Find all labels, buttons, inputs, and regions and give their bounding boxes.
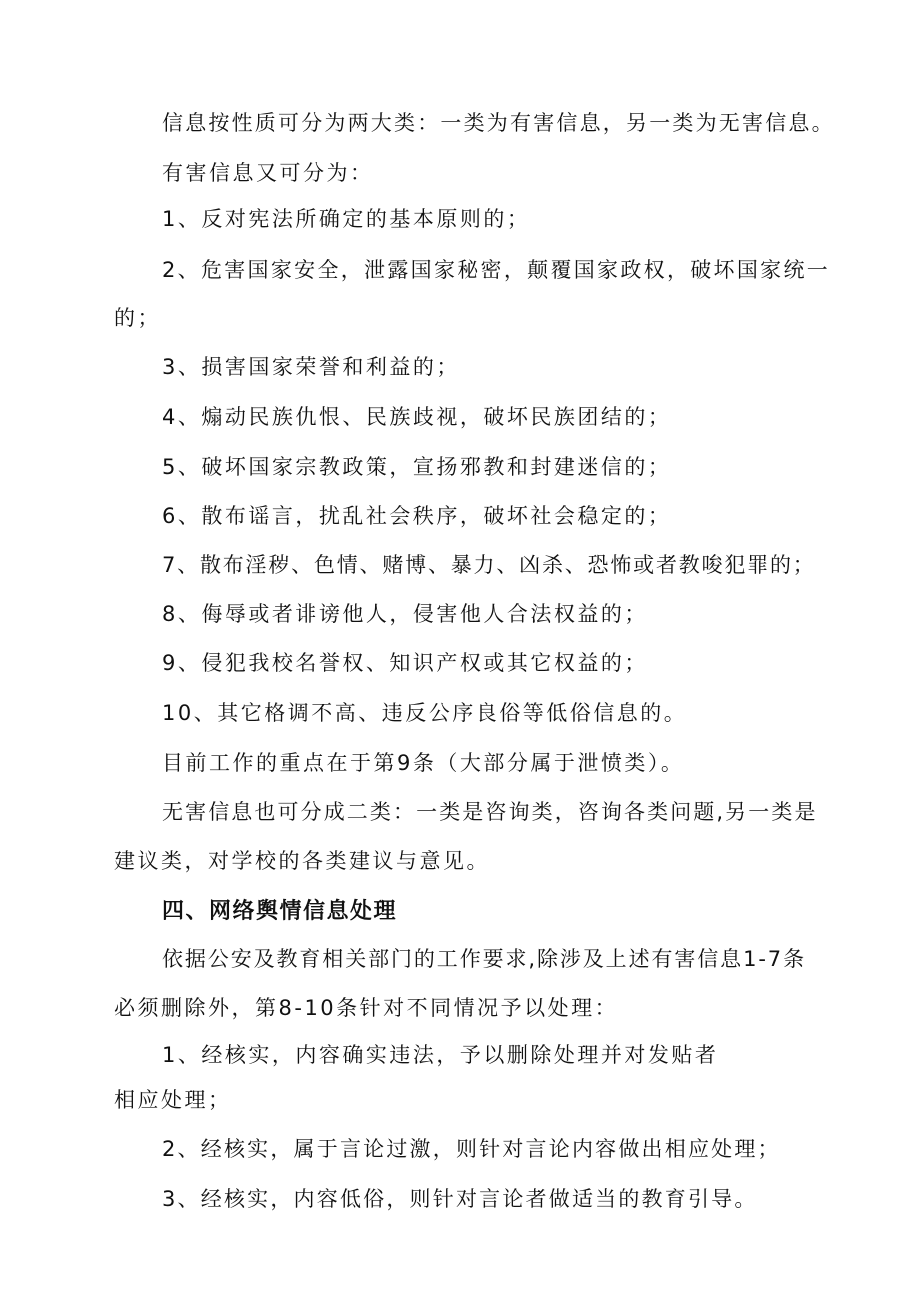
harmful-item-2: 2、危害国家安全，泄露国家秘密，颠覆国家政权，破坏国家统一 [162, 258, 831, 282]
harmful-item-10: 10、其它格调不高、违反公序良俗等低俗信息的。 [162, 701, 688, 725]
harmless-paragraph-line-2: 建议类，对学校的各类建议与意见。 [114, 849, 490, 873]
harmful-item-8: 8、侮辱或者诽谤他人，侵害他人合法权益的； [162, 602, 648, 626]
section-heading: 四、网络舆情信息处理 [162, 899, 398, 924]
harmful-item-7: 7、散布淫秽、色情、赌博、暴力、凶杀、恐怖或者教唆犯罪的； [162, 553, 816, 577]
harmful-item-3: 3、损害国家荣誉和利益的； [162, 355, 460, 379]
processing-paragraph-line-2: 必须删除外，第8-10条针对不同情况予以处理： [114, 996, 619, 1020]
harmful-item-9: 9、侵犯我校名誉权、知识产权或其它权益的； [162, 651, 648, 675]
processing-item-2: 2、经核实，属于言论过激，则针对言论内容做出相应处理； [162, 1137, 781, 1161]
harmless-paragraph-line-1: 无害信息也可分成二类：一类是咨询类，咨询各类问题,另一类是 [162, 800, 818, 824]
processing-item-1: 1、经核实，内容确实违法，予以删除处理并对发贴者 [162, 1043, 719, 1067]
harmful-item-6: 6、散布谣言，扰乱社会秩序，破坏社会稳定的； [162, 504, 672, 528]
processing-item-1-continuation: 相应处理； [114, 1088, 232, 1112]
harmful-item-1: 1、反对宪法所确定的基本原则的； [162, 207, 531, 231]
intro-paragraph: 信息按性质可分为两大类：一类为有害信息，另一类为无害信息。 [162, 111, 835, 135]
harmful-intro: 有害信息又可分为： [162, 161, 374, 185]
harmful-item-5: 5、破坏国家宗教政策，宣扬邪教和封建迷信的； [162, 455, 672, 479]
processing-item-3: 3、经核实，内容低俗，则针对言论者做适当的教育引导。 [162, 1187, 758, 1211]
harmful-item-4: 4、煽动民族仇恨、民族歧视，破坏民族团结的； [162, 405, 672, 429]
harmful-item-2-continuation: 的； [114, 306, 161, 330]
focus-note: 目前工作的重点在于第9条（大部分属于泄愤类）。 [162, 751, 685, 775]
processing-paragraph-line-1: 依据公安及教育相关部门的工作要求,除涉及上述有害信息1-7条 [162, 947, 806, 971]
